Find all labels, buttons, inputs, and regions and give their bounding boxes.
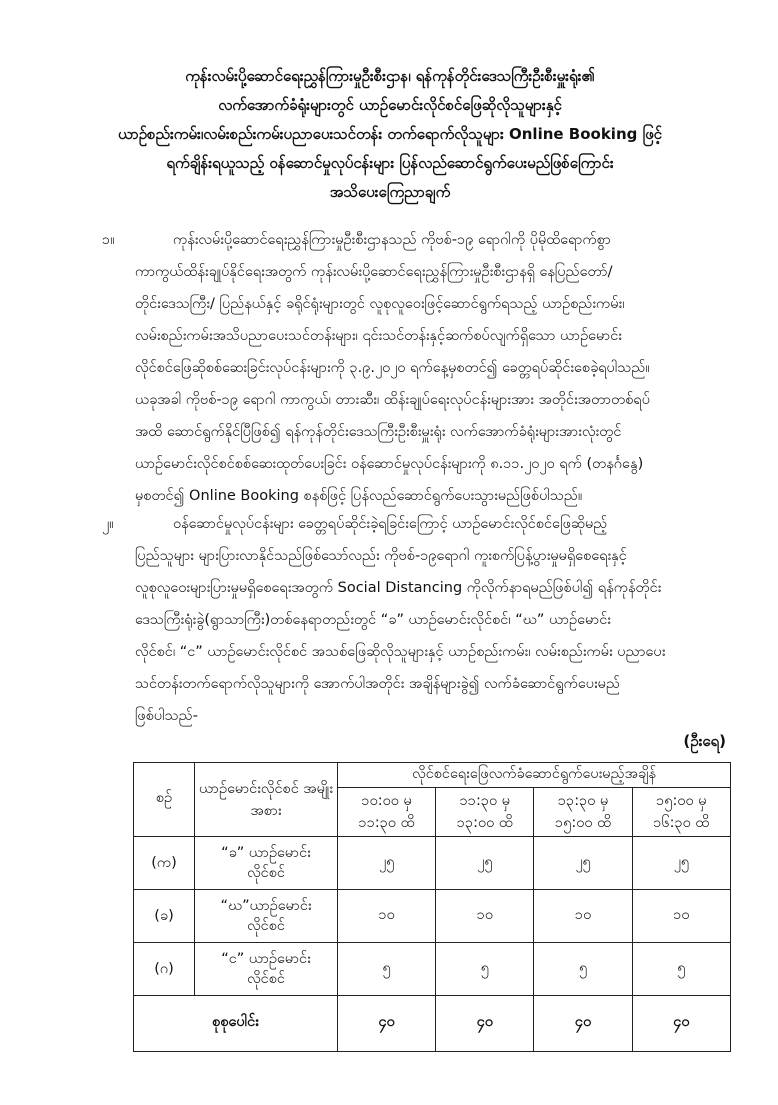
paragraph-2: [102, 508, 720, 732]
paragraph-line: ကာကွယ်ထိန်းချုပ်နိုင်ရေးအတွက် ကုန်းလမ်းပို့ဆောင်ရေးညွှန်ကြားမှုဦးစီးဌာနရှိ နေပြည်တော်/: [135, 264, 613, 280]
title-line: အသိပေးကြေညာချက်: [329, 183, 451, 201]
row-value: ၁၀: [338, 890, 436, 943]
header-time-slot: [436, 788, 534, 837]
total-value: ၄၀: [436, 996, 534, 1052]
schedule-table: [133, 762, 731, 1052]
type-line: “ခ” ယာဉ်မောင်း: [221, 845, 311, 861]
row-value: ၂၅: [632, 837, 730, 890]
paragraph-line: သင်တန်းတက်ရောက်လိုသူများကို အောက်ပါအတိုင်း အချိန်များခွဲ၍ လက်ခံဆောင်ရွက်ပေးမည်: [135, 676, 620, 692]
time-to: ၁၁:၃၀ ထိ: [358, 815, 415, 831]
document-title: [40, 62, 740, 207]
row-value: ၅: [632, 943, 730, 996]
row-serial: (ခ): [134, 890, 195, 943]
row-value: ၂၅: [534, 837, 632, 890]
paragraph-line: လိုင်စင်၊ “င” ယာဉ်မောင်းလိုင်စင် အသစ်ဖြေဆိုလိုသူများနှင့် ယာဉ်စည်းကမ်း၊ လမ်းစည်းကမ်း ပညာပေး: [135, 644, 666, 660]
row-license-type: [195, 837, 338, 890]
title-line: လက်အောက်ခံရုံးများတွင် ယာဉ်မောင်းလိုင်စင်ဖြေဆိုလိုသူများနှင့်: [218, 96, 562, 114]
paragraph-line: ပြည်သူများ များပြားလာနိုင်သည်ဖြစ်သော်လည်း ကိုဗစ်-၁၉ရောဂါ ကူးစက်ပြန့်ပွားမှုမရှိစေရေးနှင့်: [135, 548, 627, 564]
time-to: ၁၃:၀၀ ထိ: [456, 815, 513, 831]
total-value: ၄၀: [534, 996, 632, 1052]
header-time-slot: [632, 788, 730, 837]
table-unit-label: (ဦးရေ): [683, 732, 726, 750]
paragraph-line: ဒေသကြီးရုံးခွဲ(ရွာသာကြီး)တစ်နေရာတည်းတွင် “ခ” ယာဉ်မောင်းလိုင်စင်၊ “ဃ” ယာဉ်မောင်း: [135, 612, 611, 628]
time-to: ၁၅:၀၀ ထိ: [555, 815, 612, 831]
title-line: ကုန်းလမ်းပို့ဆောင်ရေးညွှန်ကြားမှုဦးစီးဌာန၊ ရန်ကုန်တိုင်းဒေသကြီးဦးစီးမှူးရုံး၏: [185, 67, 595, 85]
time-from: ၁၅:၀၀ မှ: [656, 793, 707, 809]
header-license-type: ယာဉ်မောင်းလိုင်စင် အမျိုးအစား: [195, 763, 338, 837]
header-time-slot: [338, 788, 436, 837]
header-time-slot: [534, 788, 632, 837]
total-value: ၄၀: [338, 996, 436, 1052]
paragraph-line: အထိ ဆောင်ရွက်နိုင်ပြီဖြစ်၍ ရန်ကုန်တိုင်းဒေသကြီးဦးစီးမှူးရုံး လက်အောက်ခံရုံးများအားလုံးတွင်: [135, 424, 622, 440]
paragraph-line: ယာဉ်မောင်းလိုင်စင်စစ်ဆေးထုတ်ပေးခြင်း ဝန်ဆောင်မှုလုပ်ငန်းများကို ၈.၁၁.၂၀၂၀ ရက် (တနင်္ဂနွေ): [135, 456, 644, 472]
paragraph-line: လိုင်စင်ဖြေဆိုစစ်ဆေးခြင်းလုပ်ငန်းများကို ၃.၉.၂၀၂၀ ရက်နေ့မှစတင်၍ ခေတ္တရပ်ဆိုင်းစေခဲ့ရပါသည်။: [135, 360, 650, 376]
type-line: “ဃ”ယာဉ်မောင်း: [220, 898, 312, 914]
table-row: [134, 943, 731, 996]
row-license-type: [195, 890, 338, 943]
paragraph-number: ၁။: [102, 232, 115, 248]
paragraph-number: ၂။: [102, 516, 114, 532]
row-value: ၂၅: [436, 837, 534, 890]
paragraph-line: ဖြစ်ပါသည်-: [135, 708, 198, 724]
row-value: ၅: [534, 943, 632, 996]
row-value: ၁၀: [534, 890, 632, 943]
title-line: ယာဉ်စည်းကမ်း၊လမ်းစည်းကမ်းပညာပေးသင်တန်း တက်ရောက်လိုသူများ Online Booking ဖြင့်: [117, 125, 662, 143]
total-row: [134, 996, 731, 1052]
type-line: “င” ယာဉ်မောင်း: [221, 951, 311, 967]
row-value: ၅: [338, 943, 436, 996]
paragraph-1: [102, 224, 720, 512]
paragraph-line: လူစုလူဝေးများပြားမှုမရှိစေရေးအတွက် Social Distancing ကိုလိုက်နာရမည်ဖြစ်ပါ၍ ရန်ကုန်တိုင်း: [135, 580, 662, 596]
total-label: စုစုပေါင်း: [134, 996, 338, 1052]
row-value: ၂၅: [338, 837, 436, 890]
table-row: [134, 837, 731, 890]
row-serial: (က): [134, 837, 195, 890]
row-value: ၁၀: [632, 890, 730, 943]
title-line: ရက်ချိန်းရယူသည့် ဝန်ဆောင်မှုလုပ်ငန်းများ ပြန်လည်ဆောင်ရွက်ပေးမည်ဖြစ်ကြောင်း: [166, 154, 614, 172]
paragraph-line: တိုင်းဒေသကြီး/ ပြည်နယ်နှင့် ခရိုင်ရုံးများတွင် လူစုလူဝေးဖြင့်ဆောင်ရွက်ရသည့် ယာဉ်စည်းကမ်း၊: [135, 296, 625, 312]
table-row: [134, 890, 731, 943]
row-serial: (ဂ): [134, 943, 195, 996]
time-to: ၁၆:၃၀ ထိ: [653, 815, 710, 831]
type-line: လိုင်စင်: [247, 865, 285, 881]
paragraph-line: မှစတင်၍ Online Booking စနစ်ဖြင့် ပြန်လည်ဆောင်ရွက်ပေးသွားမည်ဖြစ်ပါသည်။: [135, 488, 583, 504]
paragraph-line: ယခုအခါ ကိုဗစ်-၁၉ ရောဂါ ကာကွယ်၊ တားဆီး၊ ထိန်းချုပ်ရေးလုပ်ငန်းများအား အတိုင်းအတာတစ်ရပ်: [135, 392, 651, 408]
type-line: လိုင်စင်: [247, 971, 285, 987]
paragraph-line: ကုန်းလမ်းပို့ဆောင်ရေးညွှန်ကြားမှုဦးစီးဌာနသည် ကိုဗစ်-၁၉ ရောဂါကို ပိုမိုထိရောက်စွာ: [173, 232, 611, 248]
time-from: ၁၁:၃၀ မှ: [459, 793, 511, 809]
row-license-type: [195, 943, 338, 996]
time-from: ၁၀:၀၀ မှ: [361, 793, 412, 809]
row-value: ၁၀: [436, 890, 534, 943]
header-serial: စဉ်: [134, 763, 195, 837]
total-value: ၄၀: [632, 996, 730, 1052]
header-time-group: လိုင်စင်ရေးဖြေလက်ခံဆောင်ရွက်ပေးမည့်အချိန်: [338, 763, 731, 788]
paragraph-line: လမ်းစည်းကမ်းအသိပညာပေးသင်တန်းများ၊ ၎င်းသင်တန်းနှင့်ဆက်စပ်လျက်ရှိသော ယာဉ်မောင်း: [135, 328, 622, 344]
time-from: ၁၃:၃၀ မှ: [557, 793, 609, 809]
row-value: ၅: [436, 943, 534, 996]
paragraph-line: ဝန်ဆောင်မှုလုပ်ငန်းများ ခေတ္တရပ်ဆိုင်းခဲ့ရခြင်းကြောင့် ယာဉ်မောင်းလိုင်စင်ဖြေဆိုမည့်: [173, 516, 608, 532]
type-line: လိုင်စင်: [247, 918, 285, 934]
